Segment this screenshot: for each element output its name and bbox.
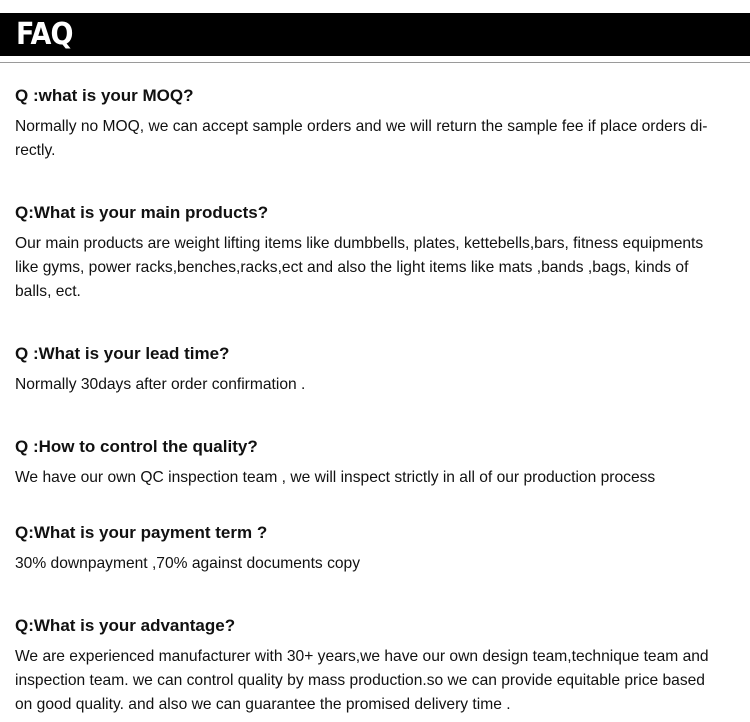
answer-line: We are experienced manufacturer with 30+ years,we have our own design team,technique team and [15, 648, 709, 665]
faq-question: Q :What is your lead time? [15, 344, 230, 363]
answer-line: Our main products are weight lifting items like dumbbells, plates, kettebells,bars, fitness equipments [15, 235, 704, 252]
faq-answer [15, 232, 740, 304]
faq-question: Q:What is your main products? [15, 203, 269, 222]
answer-line: We have our own QC inspection team , we will inspect strictly in all of our production process [15, 469, 656, 486]
answer-line: Normally no MOQ, we can accept sample orders and we will return the sample fee if place orders di- [15, 118, 708, 135]
faq-question: Q :How to control the quality? [15, 437, 258, 456]
faq-answer [15, 115, 740, 163]
answer-line: rectly. [15, 142, 56, 159]
faq-item-lead-time [15, 342, 740, 397]
header-divider [0, 62, 750, 63]
faq-answer [15, 645, 740, 717]
answer-line: 30% downpayment ,70% against documents copy [15, 555, 361, 572]
faq-header-bar [0, 13, 750, 56]
faq-item-payment-term [15, 521, 740, 576]
faq-question: Q:What is your advantage? [15, 616, 236, 635]
faq-question: Q :what is your MOQ? [15, 86, 194, 105]
answer-line: like gyms, power racks,benches,racks,ect and also the light items like mats ,bands ,bags, kinds of [15, 259, 689, 276]
answer-line: on good quality. and also we can guarantee the promised delivery time . [15, 696, 511, 713]
answer-line: balls, ect. [15, 283, 81, 300]
faq-item-moq [15, 84, 740, 163]
faq-answer [15, 552, 740, 576]
faq-item-advantage [15, 614, 740, 717]
answer-line: inspection team. we can control quality by mass production.so we can provide equitable price based [15, 672, 705, 689]
faq-answer [15, 373, 740, 397]
faq-item-main-products [15, 201, 740, 304]
faq-question: Q:What is your payment term ? [15, 523, 268, 542]
faq-item-quality-control [15, 435, 740, 490]
faq-heading: FAQ [16, 17, 73, 52]
answer-line: Normally 30days after order confirmation . [15, 376, 306, 393]
faq-answer [15, 466, 740, 490]
